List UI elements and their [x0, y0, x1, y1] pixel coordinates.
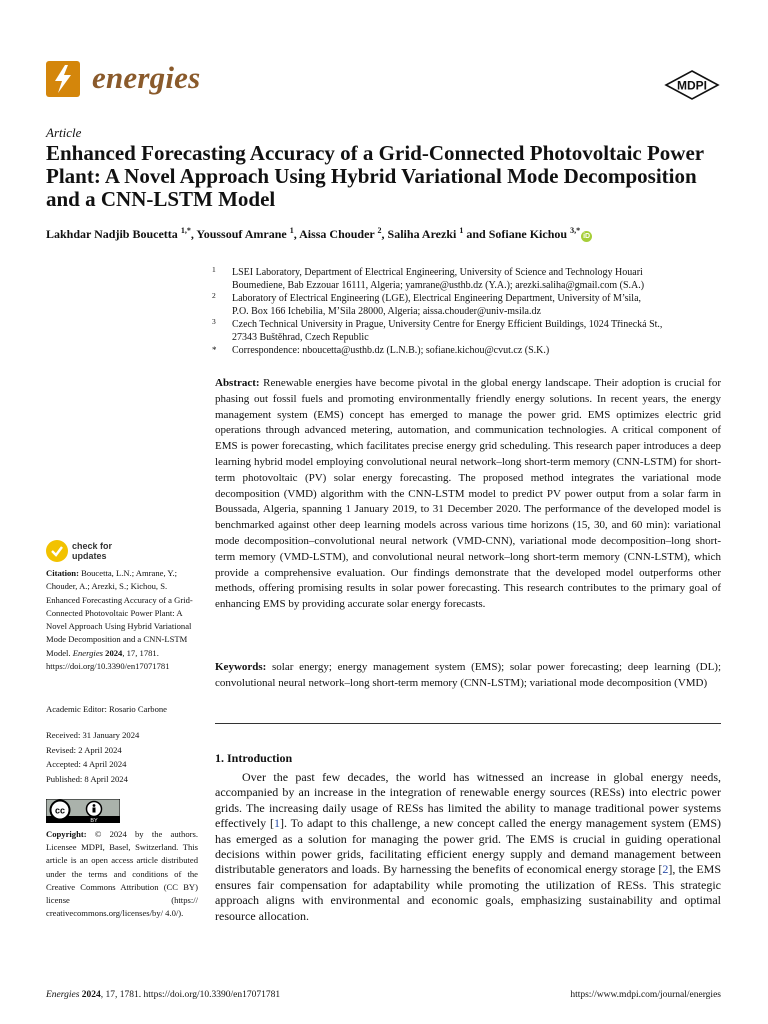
intro-text-2: ]. To adapt to this challenge, a new concept called the energy management system (EMS) has emerged as a solution for managing the power grid. The EMS is crucial in guiding operational decisions within power grids, facilitating efficient energy supply and demand management between distributable generators and loads. By harnessing the benefits of economical energy storage [ — [215, 816, 722, 877]
affiliation-line: LSEI Laboratory, Department of Electrical Engineering, University of Science and Technology Houari — [232, 267, 643, 278]
affiliation-item — [210, 318, 720, 344]
publisher-name: MDPI — [677, 78, 707, 93]
footer-journal: Energies — [46, 990, 80, 1000]
check-for-updates-button[interactable] — [46, 540, 176, 564]
introduction-body — [215, 770, 721, 924]
affiliation-mark: 1 — [212, 265, 216, 274]
author-separator: and — [463, 227, 489, 241]
copyright-notice — [46, 828, 198, 920]
article-date: Revised: 2 April 2024 — [46, 744, 122, 755]
affiliation-line: Correspondence: nboucetta@usthb.dz (L.N.B.); sofiane.kichou@cvut.cz (S.K.) — [232, 345, 550, 356]
author-list — [46, 226, 592, 242]
keywords — [215, 660, 721, 692]
footer-year: 2024 — [81, 990, 101, 1000]
article-dates — [46, 728, 139, 786]
journal-name: energies — [92, 60, 201, 95]
citation-text: Boucetta, L.N.; Amrane, Y.; Chouder, A.; Arezki, S.; Kichou, S. Enhanced Forecasting Accuracy of a Grid-Connected Photovoltaic Power Plant: A Novel Approach Using Hybrid Variational Mode Decomposition and a CNN-LSTM Model. — [46, 568, 193, 658]
check-updates-line2: updates — [72, 551, 107, 561]
author-name: Saliha Arezki — [387, 227, 457, 241]
affiliation-line: P.O. Box 166 Ichebilia, M’Sila 28000, Algeria; aissa.chouder@univ-msila.dz — [232, 306, 541, 317]
citation-label: Citation: — [46, 568, 79, 578]
footer-journal-url[interactable]: https://www.mdpi.com/journal/energies — [570, 990, 721, 1000]
affiliation-line: Czech Technical University in Prague, University Centre for Energy Efficient Buildings, 1024 Třinecká St., — [232, 319, 663, 330]
section-divider — [215, 723, 721, 724]
author-affiliation-mark: 1,* — [180, 226, 191, 235]
affiliation-mark: * — [212, 345, 217, 355]
affiliation-mark: 2 — [212, 291, 216, 300]
reference-link-2[interactable]: 2 — [662, 862, 669, 877]
citation-year: 2024 — [105, 647, 123, 658]
cc-by-license-icon[interactable] — [46, 799, 120, 823]
author-affiliation-mark: 1 — [459, 226, 464, 235]
affiliation-line: Boumediene, Bab Ezzouar 16111, Algeria; yamrane@usthb.dz (Y.A.); arezki.saliha@gmail.com (S.A.) — [232, 280, 645, 291]
check-updates-line1: check for — [72, 541, 113, 551]
abstract-text: Renewable energies have become pivotal in the global energy landscape. Their adoption is crucial for phasing out fossil fuels and promoting environmentally friendly energy solutions. In recent years, the energy management system (EMS) concept has emerged to manage the power grid. EMS optimizes electric grid operations through advanced metering, automation, and communication technologies. A critical component of EMS is power forecasting, which facilitates precise energy grid scheduling. This research paper introduces a deep learning hybrid model employing convolutional neural network–long short-term memory (CNN-LSTM) for short-term photovoltaic (PV) solar energy forecasting. The proposed method integrates the variational mode decomposition (VMD) algorithm with the CNN-LSTM model to predict PV power output from a solar farm in Boussada, Algeria, spanning 1 January 2019, to 31 December 2020. The performance of the developed model is benchmarked against other deep learning models across various time horizons (15, 30, and 60 min): variational mode decomposition–convolutional neural network (VMD-CNN), variational mode decomposition–long short-term memory (VMD-LSTM), and convolutional neural network–long short-term memory (CNN-LSTM), which provide a comprehensive evaluation. Our findings demonstrate that the developed model outperforms other methods, offering promising results in solar power forecasting. This research contributes to the primary goal of enhancing EMS by providing accurate solar energy forecasts. — [215, 377, 722, 611]
article-date: Published: 8 April 2024 — [46, 773, 128, 784]
author-name: Youssouf Amrane — [196, 227, 287, 241]
academic-editor: Academic Editor: Rosario Carbone — [46, 704, 167, 714]
article-date: Accepted: 4 April 2024 — [46, 759, 127, 769]
affiliations — [210, 266, 720, 357]
author-affiliation-mark: 1 — [289, 226, 294, 235]
keywords-text: solar energy; energy management system (EMS); solar power forecasting; deep learning (DL); convolutional neural network–long short-term memory (CNN-LSTM); variational mode decomposition (VMD) — [215, 661, 722, 689]
svg-text:cc: cc — [54, 805, 66, 816]
journal-logo-icon — [46, 61, 80, 97]
author-name: Sofiane Kichou — [488, 227, 568, 241]
check-updates-icon — [46, 540, 68, 562]
orcid-icon[interactable]: iD — [583, 233, 591, 240]
author-affiliation-mark: 3,* — [570, 226, 581, 235]
citation-block — [46, 567, 198, 673]
reference-link-1[interactable]: 1 — [273, 816, 280, 831]
affiliation-mark: 3 — [212, 317, 216, 326]
affiliation-line: Laboratory of Electrical Engineering (LGE), Electrical Engineering Department, University of M’sila, — [232, 293, 642, 304]
footer-citation — [46, 990, 280, 1000]
publisher-logo-icon — [664, 70, 720, 100]
author-affiliation-mark: 2 — [377, 226, 382, 235]
cc-by-label: BY — [90, 818, 98, 823]
affiliation-line: 27343 Buštěhrad, Czech Republic — [232, 332, 369, 343]
footer-doi: , 17, 1781. https://doi.org/10.3390/en17071781 — [100, 990, 281, 1000]
intro-text-1: Over the past few decades, the world has witnessed an increase in global energy needs, accompanied by an increase in the integration of renewable energy sources (RESs) into electric power grids. The increasing daily usage of RESs has limited the ability to manage traditional power systems effectively [ — [215, 770, 721, 831]
author-name: Lakhdar Nadjib Boucetta — [46, 227, 178, 241]
author-separator: , — [381, 227, 388, 241]
affiliation-item — [210, 292, 720, 318]
intro-text-3: ], the EMS ensures fair compensation for adaptability while promoting the utilization of RESs. This strategic approach aligns with environmental and economic goals, emphasizing sustainability and optimal resource allocation. — [215, 862, 721, 923]
paper-title: Enhanced Forecasting Accuracy of a Grid-Connected Photovoltaic Power Plant: A Novel Approach Using Hybrid Variational Mode Decomposition and a CNN-LSTM Model — [46, 141, 704, 211]
keywords-label: Keywords: — [215, 661, 267, 673]
citation-journal: Energies — [72, 647, 103, 658]
affiliation-item — [210, 344, 720, 357]
copyright-label: Copyright: — [46, 829, 87, 839]
abstract — [215, 376, 721, 613]
affiliation-item — [210, 266, 720, 292]
author-separator: , — [293, 227, 300, 241]
author-name: Aissa Chouder — [299, 227, 375, 241]
author-separator: , — [190, 227, 197, 241]
copyright-text: © 2024 by the authors. Licensee MDPI, Basel, Switzerland. This article is an open access article distributed under the terms and conditions of the Creative Commons Attribution (CC BY) license (https:// creativecommons.org/licenses/by/ 4.0/). — [46, 829, 198, 919]
article-type: Article — [46, 125, 82, 140]
abstract-label: Abstract: — [215, 377, 260, 389]
article-date: Received: 31 January 2024 — [46, 730, 140, 740]
citation-doi: , 17, 1781. https://doi.org/10.3390/en17071781 — [46, 647, 170, 672]
section-heading-introduction: 1. Introduction — [215, 751, 293, 765]
